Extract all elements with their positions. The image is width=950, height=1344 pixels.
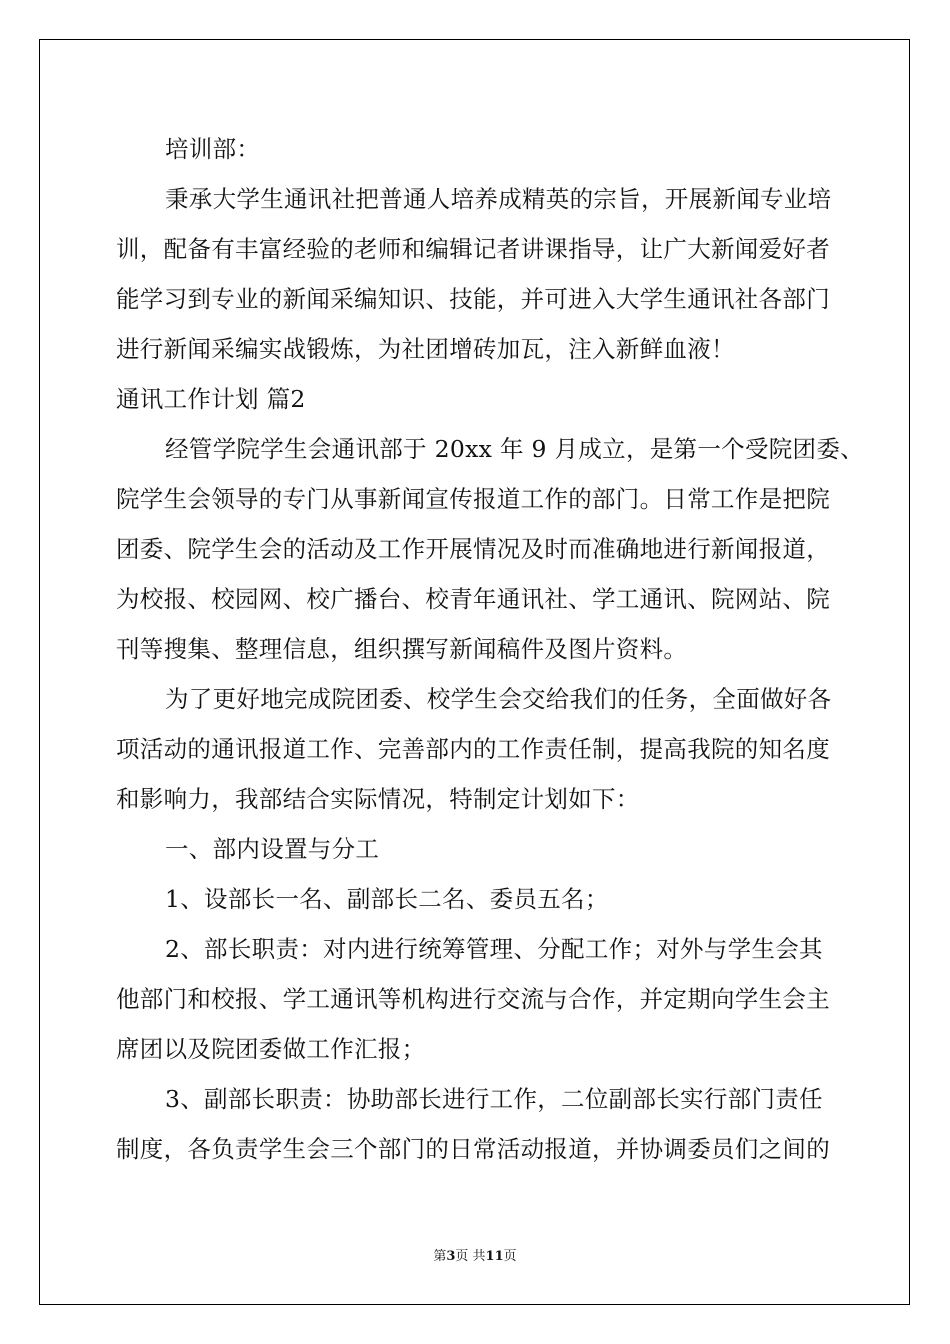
paragraph-line: 刊等搜集、整理信息，组织撰写新闻稿件及图片资料。 [116,635,688,663]
paragraph-line: 秉承大学生通讯社把普通人培养成精英的宗旨，开展新闻专业培 [165,185,832,213]
paragraph-line: 他部门和校报、学工通讯等机构进行交流与合作，并定期向学生会主 [116,985,830,1013]
article-title: 通讯工作计划 篇2 [116,385,306,413]
paragraph-line: 能学习到专业的新闻采编知识、技能，并可进入大学生通讯社各部门 [116,285,830,313]
paragraph-line: 制度，各负责学生会三个部门的日常活动报道，并协调委员们之间的 [116,1135,830,1163]
paragraph-line: 项活动的通讯报道工作、完善部内的工作责任制，提高我院的知名度 [116,735,830,763]
paragraph-line: 训，配备有丰富经验的老师和编辑记者讲课指导，让广大新闻爱好者 [116,235,830,263]
paragraph-line: 经管学院学生会通讯部于 20xx 年 9 月成立，是第一个受院团委、 [165,435,864,463]
section-heading-training: 培训部： [165,135,261,163]
page-footer [0,1249,950,1265]
paragraph-line: 院学生会领导的专门从事新闻宣传报道工作的部门。日常工作是把院 [116,485,830,513]
list-item: 2、部长职责：对内进行统筹管理、分配工作；对外与学生会其 [165,935,823,963]
list-item: 1、设部长一名、副部长二名、委员五名； [165,885,609,913]
paragraph-line: 和影响力，我部结合实际情况，特制定计划如下： [116,785,640,813]
paragraph-line: 进行新闻采编实战锻炼，为社团增砖加瓦，注入新鲜血液！ [116,335,735,363]
section-heading: 一、部内设置与分工 [165,835,380,863]
total-page-count: 11 [485,1249,504,1264]
footer-suffix: 页 [503,1249,517,1264]
page-border [39,39,910,1305]
paragraph-line: 席团以及院团委做工作汇报； [116,1035,426,1063]
current-page-number: 3 [446,1249,456,1264]
list-item: 3、副部长职责：协助部长进行工作，二位副部长实行部门责任 [165,1085,823,1113]
paragraph-line: 团委、院学生会的活动及工作开展情况及时而准确地进行新闻报道， [116,535,830,563]
paragraph-line: 为校报、校园网、校广播台、校青年通讯社、学工通讯、院网站、院 [116,585,830,613]
footer-middle: 页 共 [455,1249,486,1264]
paragraph-line: 为了更好地完成院团委、校学生会交给我们的任务，全面做好各 [165,685,832,713]
footer-prefix: 第 [433,1249,447,1264]
